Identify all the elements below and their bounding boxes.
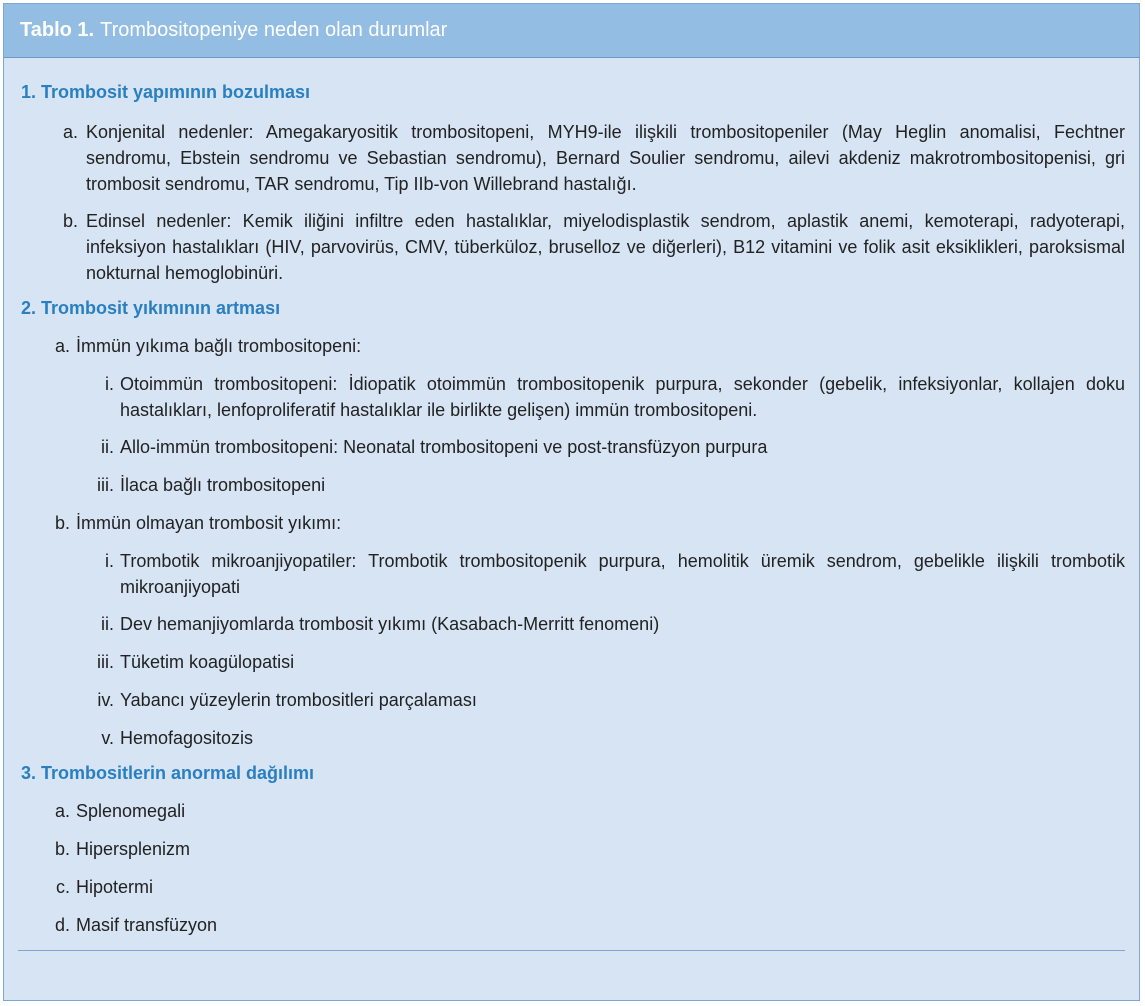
table-label: Tablo 1.: [20, 19, 95, 41]
sub-list-item: [4, 687, 1139, 713]
item-marker: b.: [54, 839, 70, 859]
item-text: İlaca bağlı trombositopeni: [120, 475, 326, 495]
item-marker: ii.: [101, 614, 114, 634]
item-text: Masif transfüzyon: [76, 915, 218, 935]
item-marker: i.: [105, 551, 114, 571]
item-text: Allo-immün trombositopeni: Neonatal trombositopeni ve post-transfüzyon purpura: [120, 437, 768, 457]
sub-list-item: [4, 548, 1139, 600]
item-text: Hipersplenizm: [76, 839, 191, 859]
sub-list-item: [4, 371, 1139, 423]
item-marker: iii.: [97, 652, 114, 672]
section-heading: 1. Trombosit yapımının bozulması: [21, 82, 311, 102]
item-text: Otoimmün trombositopeni: İdiopatik otoimmün trombositopenik purpura, sekonder (gebelik, infeksiyonlar, kollajen doku hastalıkları, lenfoproliferatif hastalıklar ile birlikte gelişen) immün trombositopeni.: [120, 374, 1125, 420]
table-title-bar: [4, 4, 1139, 58]
item-marker: c.: [55, 877, 70, 897]
sub-list-item: [4, 611, 1139, 637]
item-text: Hipotermi: [76, 877, 154, 897]
item-marker: b.: [62, 211, 78, 231]
item-text: Dev hemanjiyomlarda trombosit yıkımı (Kasabach-Merritt fenomeni): [120, 614, 660, 634]
item-marker: i.: [105, 374, 114, 394]
item-marker: iv.: [97, 690, 114, 710]
sub-list-item: [4, 434, 1139, 460]
item-text: Yabancı yüzeylerin trombositleri parçalaması: [120, 690, 477, 710]
list-item: [4, 798, 1139, 824]
item-marker: a.: [62, 122, 78, 142]
item-text: Hemofagositozis: [120, 728, 254, 748]
item-text: Konjenital nedenler: Amegakaryositik trombositopeni, MYH9-ile ilişkili trombositopeniler (May Heglin anomalisi, Fechtner sendromu, Ebstein sendromu ve Sebastian sendromu), Bernard Soulier sendromu, ailevi akdeniz makrotrombositopenisi, gri trombosit sendromu, TAR sendromu, Tip IIb-von Willebrand hastalığı.: [86, 122, 1125, 194]
item-text: Trombotik mikroanjiyopatiler: Trombotik trombositopenik purpura, hemolitik üremik sendrom, gebelikle ilişkili trombotik mikroanjiyopati: [120, 551, 1125, 597]
table-content: [4, 80, 1139, 938]
sub-list-item: [4, 649, 1139, 675]
item-marker: a.: [54, 336, 70, 356]
item-text: İmmün olmayan trombosit yıkımı:: [76, 513, 342, 533]
table-box: [3, 3, 1140, 1001]
item-marker: b.: [54, 513, 70, 533]
sub-list-item: [4, 472, 1139, 498]
item-text: İmmün yıkıma bağlı trombositopeni:: [76, 336, 362, 356]
section-heading: 3. Trombositlerin anormal dağılımı: [21, 763, 315, 783]
list-item: [4, 836, 1139, 862]
item-marker: v.: [101, 728, 114, 748]
section-heading: 2. Trombosit yıkımının artması: [21, 298, 281, 318]
item-text: Tüketim koagülopatisi: [120, 652, 295, 672]
list-item: [4, 333, 1139, 359]
list-item: [4, 874, 1139, 900]
item-text: Splenomegali: [76, 801, 186, 821]
item-marker: a.: [54, 801, 70, 821]
list-item: [4, 912, 1139, 938]
sub-list-item: [4, 725, 1139, 751]
list-item: [4, 510, 1139, 536]
table-title: Trombositopeniye neden olan durumlar: [100, 19, 448, 41]
item-marker: d.: [54, 915, 70, 935]
item-marker: iii.: [97, 475, 114, 495]
list-item: [4, 119, 1139, 197]
item-marker: ii.: [101, 437, 114, 457]
list-item: [4, 208, 1139, 286]
item-text: Edinsel nedenler: Kemik iliğini infiltre eden hastalıklar, miyelodisplastik sendrom, aplastik anemi, kemoterapi, radyoterapi, infeksiyon hastalıkları (HIV, parvovirüs, CMV, tüberküloz, bruselloz ve diğerleri), B12 vitamini ve folik asit eksiklikleri, paroksismal nokturnal hemoglobinüri.: [86, 211, 1125, 283]
bottom-divider: [18, 950, 1125, 951]
